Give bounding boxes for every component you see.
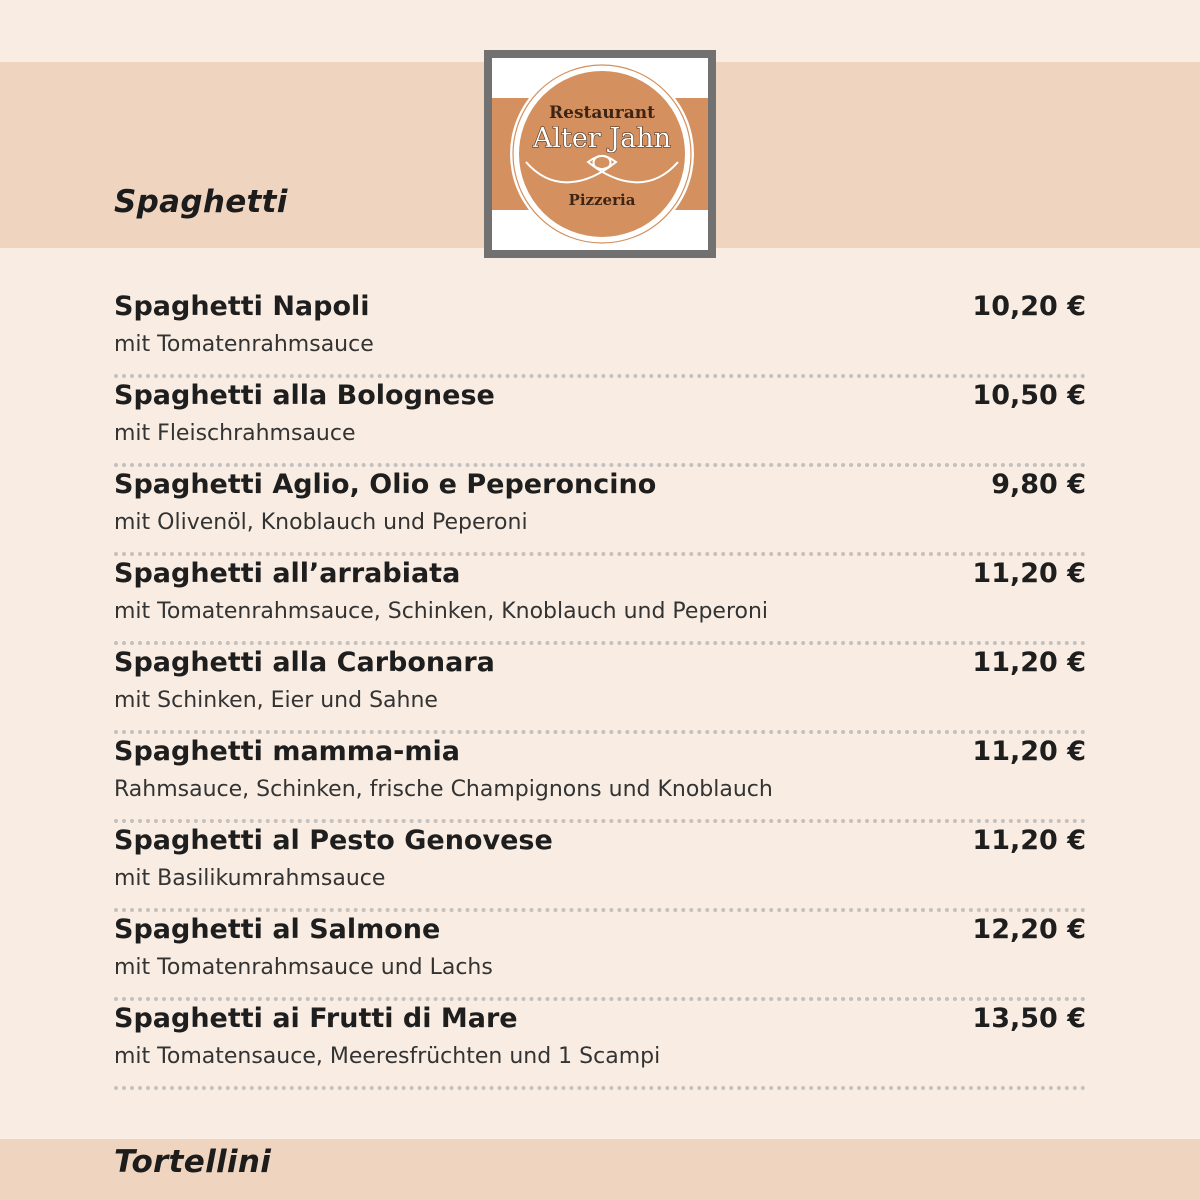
menu-item-description: mit Tomatenrahmsauce [114, 332, 374, 357]
menu-item-price: 11,20 € [972, 647, 1086, 678]
menu-item [114, 643, 1086, 732]
menu-item-price: 12,20 € [972, 914, 1086, 945]
menu-item-description: mit Tomatensauce, Meeresfrüchten und 1 Scampi [114, 1044, 661, 1069]
menu-item-price: 11,20 € [972, 825, 1086, 856]
menu-item-name: Spaghetti alla Carbonara [114, 647, 495, 678]
section-title-tortellini: Tortellini [114, 1144, 272, 1180]
menu-item-name: Spaghetti alla Bolognese [114, 380, 495, 411]
menu-item-description: mit Olivenöl, Knoblauch und Peperoni [114, 510, 528, 535]
restaurant-logo [484, 50, 716, 258]
menu-item-description: mit Tomatenrahmsauce, Schinken, Knoblauch und Peperoni [114, 599, 769, 624]
menu-item-name: Spaghetti all’arrabiata [114, 558, 461, 589]
menu-item-description: mit Schinken, Eier und Sahne [114, 688, 438, 713]
menu-item [114, 287, 1086, 376]
menu-item-name: Spaghetti al Salmone [114, 914, 441, 945]
menu-item [114, 910, 1086, 999]
menu-item [114, 999, 1086, 1088]
logo-text-restaurant: Restaurant [549, 103, 655, 123]
dotted-divider [114, 1086, 1086, 1090]
menu-item-description: mit Fleischrahmsauce [114, 421, 356, 446]
menu-item-name: Spaghetti al Pesto Genovese [114, 825, 553, 856]
menu-item-price: 11,20 € [972, 736, 1086, 767]
menu-item-price: 11,20 € [972, 558, 1086, 589]
menu-item [114, 732, 1086, 821]
menu-item [114, 376, 1086, 465]
menu-item [114, 554, 1086, 643]
menu-item-price: 9,80 € [991, 469, 1086, 500]
menu-item-price: 10,20 € [972, 291, 1086, 322]
menu-item-name: Spaghetti ai Frutti di Mare [114, 1003, 518, 1034]
menu-item-description: Rahmsauce, Schinken, frische Champignons und Knoblauch [114, 777, 773, 802]
logo-text-alter-jahn: Alter Jahn [532, 123, 672, 154]
menu-item-name: Spaghetti mamma-mia [114, 736, 460, 767]
menu-item-price: 13,50 € [972, 1003, 1086, 1034]
menu-item-description: mit Tomatenrahmsauce und Lachs [114, 955, 493, 980]
logo-text-pizzeria: Pizzeria [568, 191, 636, 209]
menu-item [114, 465, 1086, 554]
spaghetti-menu-list [114, 287, 1086, 1088]
menu-item-name: Spaghetti Aglio, Olio e Peperoncino [114, 469, 657, 500]
menu-item-price: 10,50 € [972, 380, 1086, 411]
menu-item-name: Spaghetti Napoli [114, 291, 370, 322]
section-title-spaghetti: Spaghetti [114, 184, 288, 220]
menu-item-description: mit Basilikumrahmsauce [114, 866, 386, 891]
menu-item [114, 821, 1086, 910]
